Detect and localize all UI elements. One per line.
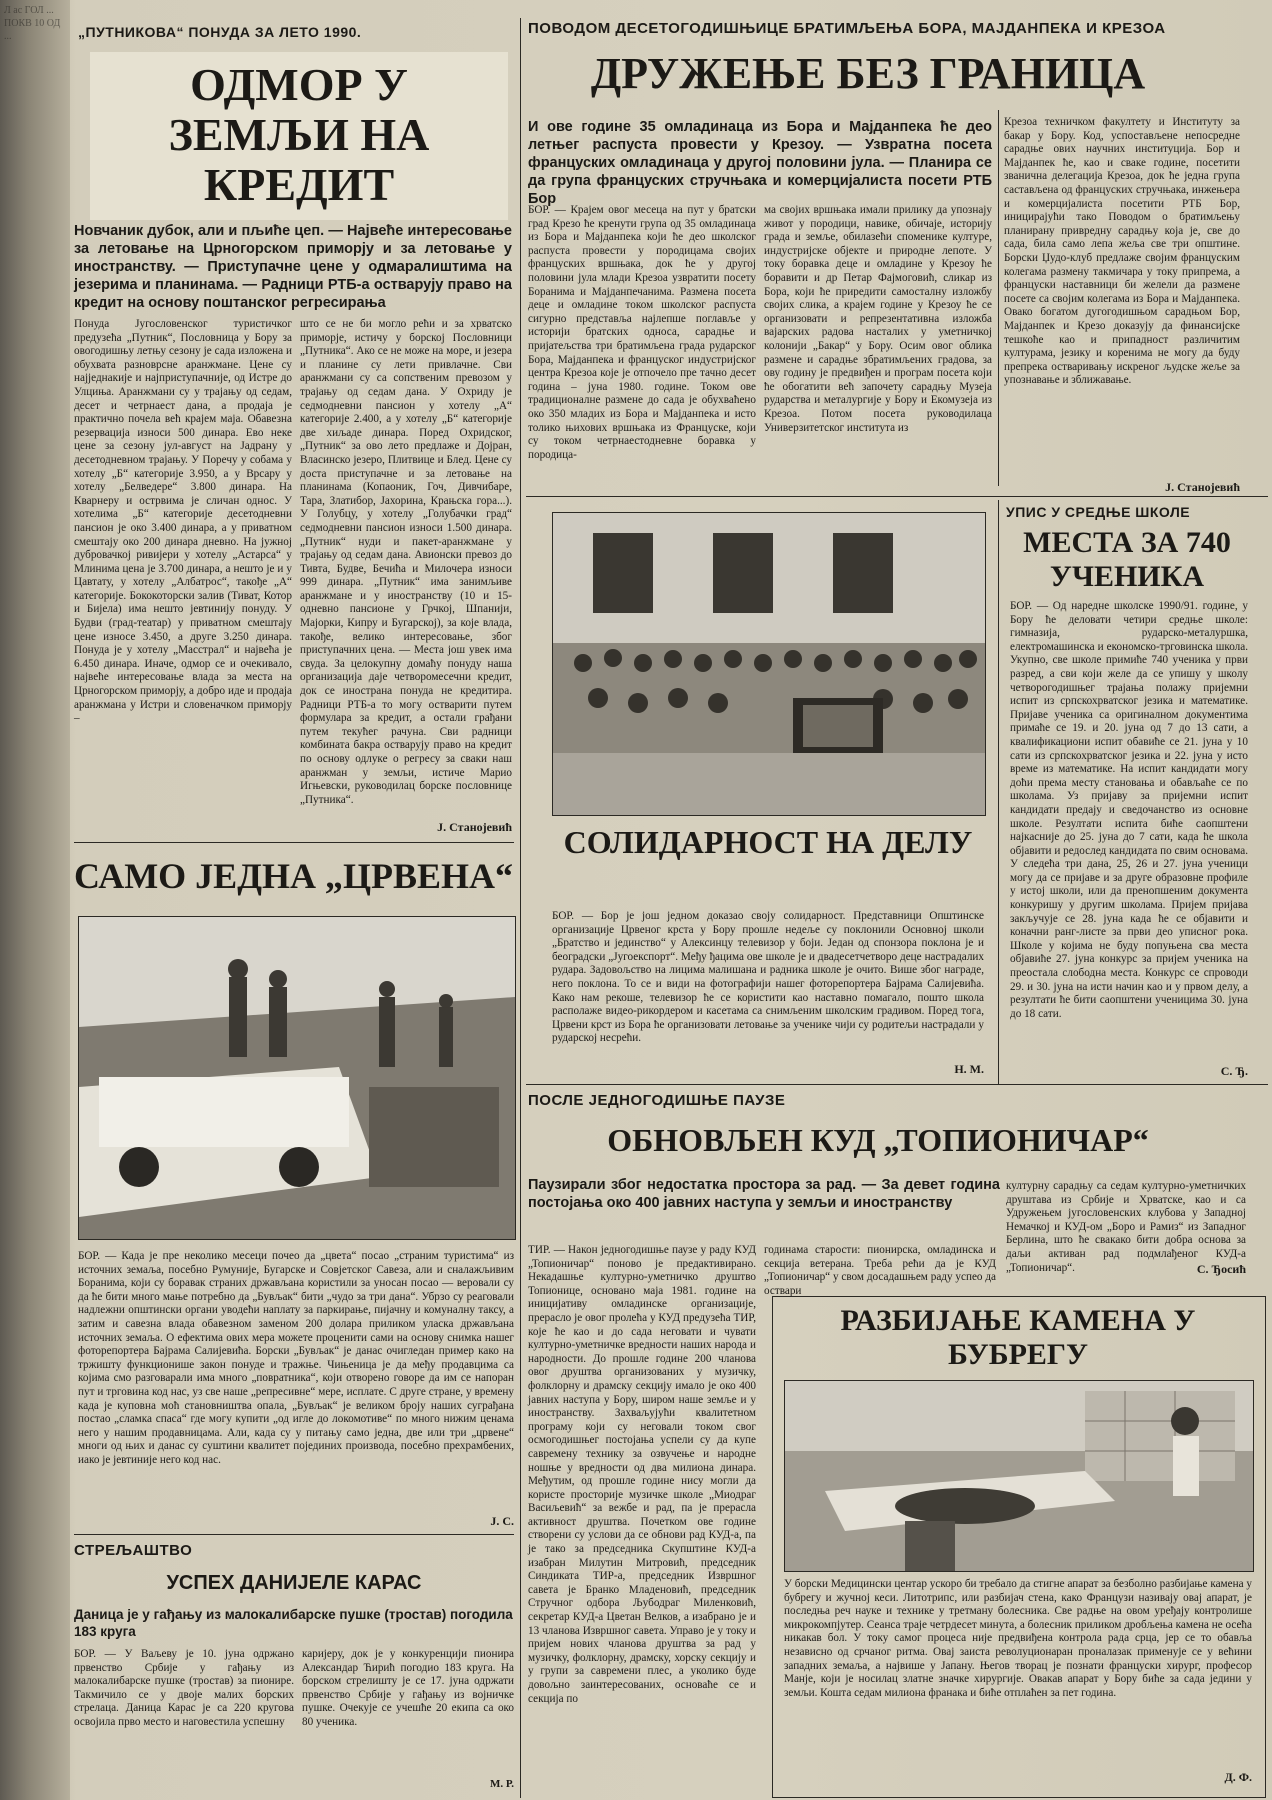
art1-kicker: „ПУТНИКОВА“ ПОНУДА ЗА ЛЕТО 1990. [78,24,362,40]
art3-lead: Даница је у гађању из малокалибарске пушке (тростав) погодила 183 круга [74,1607,513,1639]
art1-col2: што се не би могло рећи и за хрватско приморје, истичу у борској Пословници „Путника“. Ако се не може на море, и језера и планине су лети привлачне. Сви аранжмани су са сопственим превозом у трајању од седам дана. У Охриду је седмодневни пансион у хотелу „А“ категорије 2.400, а у хотелу „Б“ категорије две хиљаде динара. Поред Охридског, „Путник“ за ово лето предлаже и Дојран, Власинско језеро, Плитвице и Блед. Цене су доста приступачне и за летовање на планинама (Копаоник, Гоч, Дивчибаре, Тара, Златибор, Јахорина, Крањска гора...). У Голубцу, у хотелу „Голубачки град“ седмодневни пансион износи 1.500 динара. „Путник“ нуди и пакет-аранжмане у трајању од седам дана. Авионски превоз до Тивта, Будве, Бечића и Милочера износи 999 динара. „Путник“ има занимљиве аранжмане и у иностранству (10 и 15-одневно пансионе у Грчкој, Шпанији, Мајорки, Кипру и Бугарској), за које влада, такође, велико интересовање, због приступачних цена. — Места још увек има свуда. За целокупну домаћу понуду наша организација даје четворомесечни кредит, док се иностранa понуда не кредитира. Радници РТБ-а то могу остварити путем формулара за кредит, а остали грађани путем текућег рачуна. Сви радници комбината бакра остварују право на кредит по основу одлуке о регресу за сваки наш аранжман у земљи, истиче Марио Игњевски, руководилац борске пословнице „Путника“. [300,318,512,806]
art3-signature: М. Р. [490,1778,514,1790]
art7-lead: Паузирали због недостатка простора за рад. — За девет година постојања око 400 јавних наступа у земљи и иностранству [528,1177,1000,1211]
art3-col2: каријеру, док је у конкуренцији пионира Александар Ћирић погодио 183 круга. На борском стрелишту је се 17. јуна одржати првенство Србије у гађању из војничке пушке. Очекује се учешће 20 екипа са око 80 ученика. [302,1648,514,1728]
column-rule [998,500,999,1084]
art5-body: БОР. — Бор је још једном доказао своју солидарност. Представници Општинске организације Црвеног крста у Бору прошле недеље су поклонили Основној школи „Братство и јединство“ у Алексинцу телевизор у боји. Један од спонзора поклона је и београдски „Југоекспорт“. Међу ђацима ове школе је и двадесетчетворо деце настрадалих рудара. Задовољство на лицима малишана и радника школе је очито. Више због награде, него поклона. То се и види на фотографији нашег фоторепортера Бајрама Салијевића. Како нам рекоше, телевизор ће се користити као наставно помагало, пошто школа располаже видео-рикордером и касетама са снимљеним школским градивом. Поред тога, Црвени крст из Бора ће организовати летовање за ученике чији су родитељи настрадали у рударској несрећи. [552,910,984,1045]
art7-kicker: ПОСЛЕ ЈЕДНОГОДИШЊЕ ПАУЗЕ [528,1092,786,1109]
school-children-photo [552,512,986,816]
art5-signature: Н. М. [954,1062,984,1076]
art1-headline: ОДМОР У ЗЕМЉИ НА КРЕДИТ [168,59,430,210]
art7-col2: годинама старости: пионирска, омладинска и секција ветерана. Треба рећи да је КУД „Топионичар“ у свом досадашњем раду успео да оствари [764,1244,996,1297]
art7-headline: ОБНОВЉЕН КУД „ТОПИОНИЧАР“ [607,1122,1149,1158]
divider [74,1534,514,1535]
divider [74,842,514,843]
art1-lead: Новчаник дубок, али и пљиће цеп. — Највеће интересовање за летовање на Црногорском приморју и за летовање у иностранству. — Приступачне цене у одмаралиштима на језерима и планинама. — Радници РТБ-а остварују право на кредит на основу поштанског регресирања [74,223,512,311]
art6-signature: С. Ђ. [1220,1064,1248,1078]
art6-headline: МЕСТА ЗА 740 УЧЕНИКА [1023,526,1231,593]
art4-signature: J. Станојевић [1165,480,1240,494]
art4-lead: И ове године 35 омладинаца из Бора и Мајданпека ће део летњег распуста провести у Крезоу. — Узвратна посета француских омладинаца у другој половини јула. — Планира се да група француских стручњака и комерцијалиста посети РТБ Бор [528,119,992,207]
art3-kicker: СТРЕЉАШТВО [74,1542,193,1559]
art7-col1: ТИР. — Након једногодишње паузе у раду КУД „Топионичар“ поново је предактивирано. Некадашње културно-уметничко друштво Топионице, основано маја 1981. године на иницијативу омладинске организације, прерасло је овог пролећа у КУД предузећа ТИР, које ће као и до сада неговати и чувати културно-уметничке вредности наших народа и народности. До прошле године 200 чланова овог друштва организованих у музичку, фолклорну и драмску секцију имало је око 400 јавних наступа у Бору, широм наше земље и у иностранству. Захваљујући квалитетном програму који су неговали током свог осмогодишњег постојања успели су да купе савремену технику за озвучење и народне ношње у вредности од два милиона динара. Међутим, од прошле године нису могли да користе просторије музичке школе „Миодраг Васиљевић“ за вежбе и рад, па је прерасла активност друштва. Почетком ове године створени су услови да се обнови рад КУД-а, па је тако за председника Скупштине КУД-а изабран Милутин Митровић, председник Синдиката ТИР-а, председник Извршног савета је Бранко Младеновић, председник Стручног одбора Љубодраг Миленковић, секретар КУД-а Цветан Велков, а изабрано је и 13 чланова Извршног савета. Управо је у току и пријем нових чланова друштва за рад у музичку, фолклорну, драмску, хорску секцију и у групи за савремени плес, а уколико буде довољно заинтересованих, основаће се и секција по [528,1244,756,1705]
art4-col1: БОР. — Крајем овог месеца на пут у братски град Крезо ће кренути група од 35 омладинаца из Бора и Мајданпека који ће део школског распуста провести у породицама својих француских вршњака, док ће у другој половини јула млади Крезоа узвратити посету Боранима и Мајданпечанима. Размена посета деце и омладине током школског распуста сигурно представља најлепше поглавље у историји братских односа, сарадње и пријатељства три братимљена града рударског Бора, Мајданпека и француског индустријског центра Крезоа које је отпочело пре тачно десет година – јуна 1980. године. Током ове традиционалне размене до сада је обухваћено око 350 младих из Бора и Мајданпека и исто толико њихових вршњака из Француске, који су током четрнаестодневне боравка у породица- [528,204,756,461]
binding-gutter [0,0,70,1800]
art8-body: У борски Медицински центар ускоро би требало да стигне апарат за безболно разбијање камена у бубрегу и жучној кеси. Литотрипс, или разбијач стена, како Французи називају овај апарат, је последња реч науке и технике у третману болесника. Све радње на овом уређају контролише микрокомпјутер. Сеанса траје четрдесет минута, а болесник приликом дробљења камена не осећа никакав бол. У току самог процеса није предвиђена контрола рада срца, јер се то обавља независно од срчаног ритма. Овај заиста револуционаран проналазак применује се у већини западних земаља, а највише у Јапану. Његов творац је познати француски хирург, професор Манје, који је носилац златне значке хирургије. Овакав апарат у Бору биће за сада једини у земљи. Кошта седам милиона франака и биће отплаћен за пет година. [784,1578,1252,1699]
art7-signature: С. Ђосић [1196,1262,1246,1276]
lithotripter-photo-image [785,1381,1253,1571]
column-rule [998,110,999,486]
art4-headline: ДРУЖЕЊЕ БЕЗ ГРАНИЦА [590,49,1146,98]
divider [526,1084,1268,1085]
art5-headline: СОЛИДАРНОСТ НА ДЕЛУ [563,824,973,860]
art2-signature: J. С. [490,1514,514,1528]
art6-kicker: УПИС У СРЕДЊЕ ШКОЛЕ [1006,504,1191,520]
art8-signature: Д. Ф. [1224,1770,1252,1784]
art2-body: БОР. — Када је пре неколико месеци почео да „цвета“ посао „страним туристима“ из источних земаља, посебно Румуније, Бугарске и Совјетског Савеза, али и сналажљивим Боранима, који су боравак страних држављана користили за уносан посао — веровали су да ће бити много мање потребно да „Бувљак“ бити „чудо за три дана“. Убрзо су реаговали надлежни општински органи уводећи наплату за паркирање, пијачну и комуналну таксу, а затим и савезна влада обавезном заменом 200 долара приликом уласка држављана источних земаља. О ефектима ових мера можете проценити сами на основу снимка нашег фоторепортера Бајрама Салијевића. Борски „Бувљак“ је данас очигледан пример како на тржишту функционише закон понуде и тражње. Чињеница је да међу продавцима са којима смо разговарали има много „повратника“, који отворено говоре да им се напоран пут и трговина код нас, уз све наше „репресивне“ мере, исплате. С друге стране, у времену када је куповна моћ становништва опала, „Бувљак“ је великом броју наших суграђана постао „сламка спаса“ где могу купити „од игле до локомотиве“ по много нижим ценама него у нашим продавницама. Али, када су у питању само једна, две или три „црвене“ многи од њих и данас су суштини квалитет појединих производа, посебно прехрамбених, иако је јевтиније него код нас. [78,1250,514,1466]
school-children-photo-image [553,513,985,815]
art3-headline: УСПЕХ ДАНИЈЕЛЕ КАРАС [166,1572,422,1594]
art3-col1: БОР. — У Ваљеву је 10. јуна одржано првенство Србије у гађању из малокалибарске пушке (тростав) за пионире. Такмичило се у двоје малих борских стрелаца. Даница Карас је са 220 кругова освојила прво место и наговестила успешну [74,1648,294,1728]
column-rule [520,18,521,1798]
flea-market-photo-image [79,917,515,1239]
gutter-text: Л ас ГОЛ ... ПОКВ 10 ОД ... [4,5,61,42]
art1-col1: Понуда Југословенског туристичког предузећа „Путник“, Пословница у Бору за овогодишњу летњу сезону је сада изложена и обухвата разноврсне аранжмане. Цене су најједнакије и најприступачније, од Истре до Улциња. Аранжмани су у трајању од седам, десет и четрнаест дана, а продаја је практично почела већ крајем маја. Обавезна резервација износи 500 динара. Ево неке цене за сезону јул-август на Јадрану у десетодневном трајању. У Поречу у собама у хотелу „Б“ категорије 3.950, а у Врсару у хотелу „Белведере“ 3.800 динара. На Кварнеру и острвима је сличан однос. У хотелима „Б“ категорије десетодневни пансион је око 3.400 динара, а у приватном смештају око 200 динара дневно. На јужној дубровачкој ривијери у хотелу „Астарса“ у Млинима цена је 3.700 динара, а нешто је и у Цавтату, у хотелу „Албатрос“, такође „А“ категорије. Бококоторски залив (Тиват, Котор и Бијела) има нешто јевтинију понуду. У Будви (град-театар) у приватном смештају цене износе 3.450, а друге 3.250 динара. Понуда је у хотелу „Масстрал“ и највећа је 6.450 динара. Иначе, одмор се и очекивало, највеће интересовање влада за места на Црногорском приморју, а добро иде и продаја аранжмана у Истри и словеначком приморју – [74,318,292,725]
lithotripter-photo [784,1380,1254,1572]
flea-market-photo [78,916,516,1240]
art4-col3: Крезоа техничком факултету и Институту за бакар у Бору. Код, успостављене непосредне сарадње ових научних институција. Бор и Мајданпек ће, као и сваке године, посетити званична делегација Крезоа, док ће једна група састављена од француских стручњака, инжењера и комерцијалиста посетити РТБ Бор, иницирајући тако Поводом о братимљењу планирану привредну сарадњу која је, све до сада, била само лепа жеља све три општине. Борски Џудо-клуб предлаже својим француским колегама размену такмичара у току припрема, а француски наставници би желели да размене посете са својим колегама из Бора и Мајданпека. Овако богатом дугогодишњом сарадњом Бор, Мајданпек и Крезо доказују да финансијске тешкоће као и припадност различитим културама, језику и коренима не могу да буду препрека остваривању искреног људске жеље за упознавање и зближавање. [1004,116,1240,387]
art4-kicker: ПОВОДОМ ДЕСЕТОГОДИШЊИЦЕ БРАТИМЉЕЊА БОРА, МАЈДАНПЕКА И КРЕЗОА [528,20,1166,37]
art7-col3: културну сарадњу са седам културно-уметничких друштава из Србије и Хрватске, као и са Удружењем југословенских клубова у Западној Немачкој и КУД-ом „Боро и Рамиз“ из Западног Берлина, што ће свакако бити добра основа за даљи активан рад подмлађеног КУД-а „Топионичар“. [1006,1180,1246,1274]
art1-headline-box [90,52,508,220]
art1-signature: J. Станојевић [437,820,512,834]
art8-headline: РАЗБИЈАЊЕ КАМЕНА У БУБРЕГУ [840,1304,1196,1371]
art4-col2: ма својих вршњака имали прилику да упознају живот у породици, навике, обичаје, историју града и земље, обилазећи споменике културе, индустријске објекте и природне лепоте. У току боравка деце и омладине у Крезоу ће боравити и др Петар Фајмоговић, сликар из Бора, који ће приредити самосталну изложбу својих слика, а крајем године у Крезоу ће се организовати и репрезентативна изложба вајарских радова насталих у уметничкој колонији „Бакар“ у Бору. Осим овог облика размене и сарадње збратимљених градова, за ову годину је предвиђен и програм посета који ће обогатити већ започету сарадњу Музеја рударства и металургије у Бору и Екомузеја из Крезоа. Потом посета руководилаца Универзитетског института из [764,204,992,434]
art6-body: БОР. — Од наредне школске 1990/91. године, у Бору ће деловати четири средње школе: гимназија, рударско-металуршка, електромашинска и економско-трговинска школа. Укупно, све школе примиће 740 ученика у први разред, а сви који желе да се упишу у школу четворогодишњег трајања полажу пријемни испит из српскохрватског језика и математике. Пријаве ученика са оригиналном документима примаће се 19. и 20. јуна од 7 до 13 сати, а квалификациони испит обавиће се 21. јуна у 10 сати из српскохрватског језика и 22. јуна у исто време из математике. На испит кандидати могу доћи према месту становања и обављаће се по школама. Уз пријаву за пријемни испит кандидати предају и сведочанство из основне школе. Резултати испита биће саопштени најкасније до 25. јуна до 7 сати, када ће школа објавити и редослед кандидата по свим основама. У следећа три дана, 25, 26 и 27. јуна ученици могу да се пријаве и за друге образовне профиле у истој школи, или да пренопшеним документа конкуришу у другим школама. Пријем пријава закључује се 28. јуна када ће се објавити и коначни ранг-листе за први део уписног рока. Школе у којима не буду попуњена сва места објавиће 27. јуна конкурс за пријем ученика на преостала слободна места. Конкурс се спроводи 29. и 30. јуна на исти начин као и у првом делу, а резултати ће бити саопштени ученицима 30. јуна до 18 сати. [1010,600,1248,1020]
art2-headline: САМО ЈЕДНА „ЦРВЕНА“ [74,856,513,896]
divider [526,496,1268,497]
